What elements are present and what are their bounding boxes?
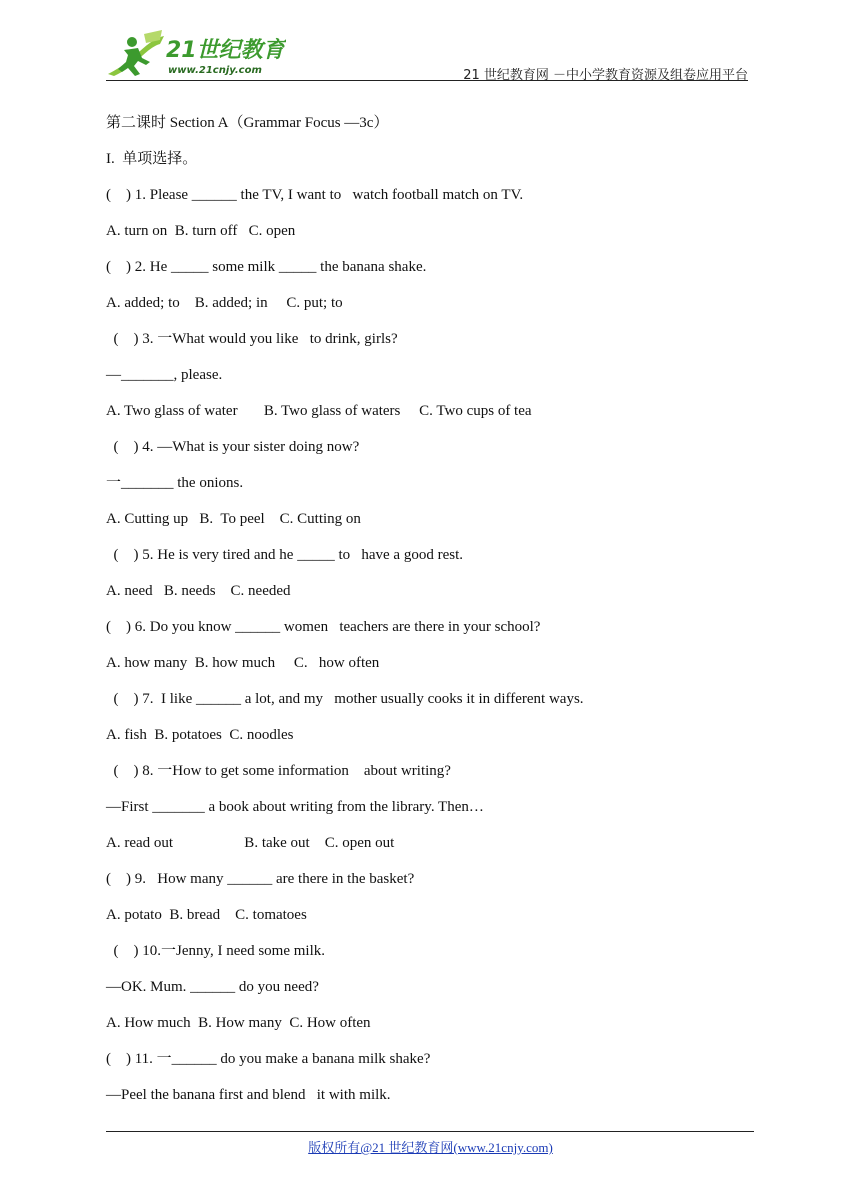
question-8-options: A. read out B. take out C. open out <box>106 835 395 851</box>
question-10-options: A. How much B. How many C. How often <box>106 1015 371 1031</box>
section-heading: I. 单项选择。 <box>106 151 198 167</box>
question-8: ( ) 8. 一How to get some information about writing? <box>106 763 451 779</box>
question-9: ( ) 9. How many ______ are there in the basket? <box>106 871 415 887</box>
copyright-link[interactable]: 版权所有@21 世纪教育网(www.21cnjy.com) <box>308 1140 553 1155</box>
question-4: ( ) 4. —What is your sister doing now? <box>106 439 360 455</box>
question-11: ( ) 11. 一______ do you make a banana milk shake? <box>106 1051 431 1067</box>
question-6-options: A. how many B. how much C. how often <box>106 655 380 671</box>
question-1-options: A. turn on B. turn off C. open <box>106 223 296 239</box>
question-1: ( ) 1. Please ______ the TV, I want to watch football match on TV. <box>106 187 524 203</box>
question-8-response: —First _______ a book about writing from the library. Then… <box>106 799 484 815</box>
header-divider <box>106 80 748 81</box>
question-2-options: A. added; to B. added; in C. put; to <box>106 295 343 311</box>
logo-brand-text: 21世纪教育 <box>166 38 285 63</box>
question-3-response: —_______, please. <box>106 367 223 383</box>
page-header <box>106 30 748 82</box>
worksheet-body <box>106 113 766 1121</box>
header-site-text: 21 世纪教育网 －中小学教育资源及组卷应用平台 <box>463 68 748 83</box>
question-10-response: —OK. Mum. ______ do you need? <box>106 979 319 995</box>
logo-graphic <box>106 30 286 80</box>
question-2: ( ) 2. He _____ some milk _____ the banana shake. <box>106 259 427 275</box>
footer-divider <box>106 1131 754 1132</box>
lesson-title: 第二课时 Section A（Grammar Focus —3c） <box>106 115 389 131</box>
question-10: ( ) 10.一Jenny, I need some milk. <box>106 943 325 959</box>
question-7-options: A. fish B. potatoes C. noodles <box>106 727 294 743</box>
question-3-options: A. Two glass of water B. Two glass of waters C. Two cups of tea <box>106 403 532 419</box>
site-logo <box>106 30 286 80</box>
question-4-response: 一_______ the onions. <box>106 475 244 491</box>
question-6: ( ) 6. Do you know ______ women teachers are there in your school? <box>106 619 541 635</box>
question-7: ( ) 7. I like ______ a lot, and my mother usually cooks it in different ways. <box>106 691 584 707</box>
question-5-options: A. need B. needs C. needed <box>106 583 291 599</box>
logo-url-text: www.21cnjy.com <box>168 65 262 76</box>
question-4-options: A. Cutting up B. To peel C. Cutting on <box>106 511 361 527</box>
question-3: ( ) 3. 一What would you like to drink, girls? <box>106 331 398 347</box>
question-5: ( ) 5. He is very tired and he _____ to have a good rest. <box>106 547 463 563</box>
question-9-options: A. potato B. bread C. tomatoes <box>106 907 307 923</box>
question-11-response: —Peel the banana first and blend it with milk. <box>106 1087 391 1103</box>
